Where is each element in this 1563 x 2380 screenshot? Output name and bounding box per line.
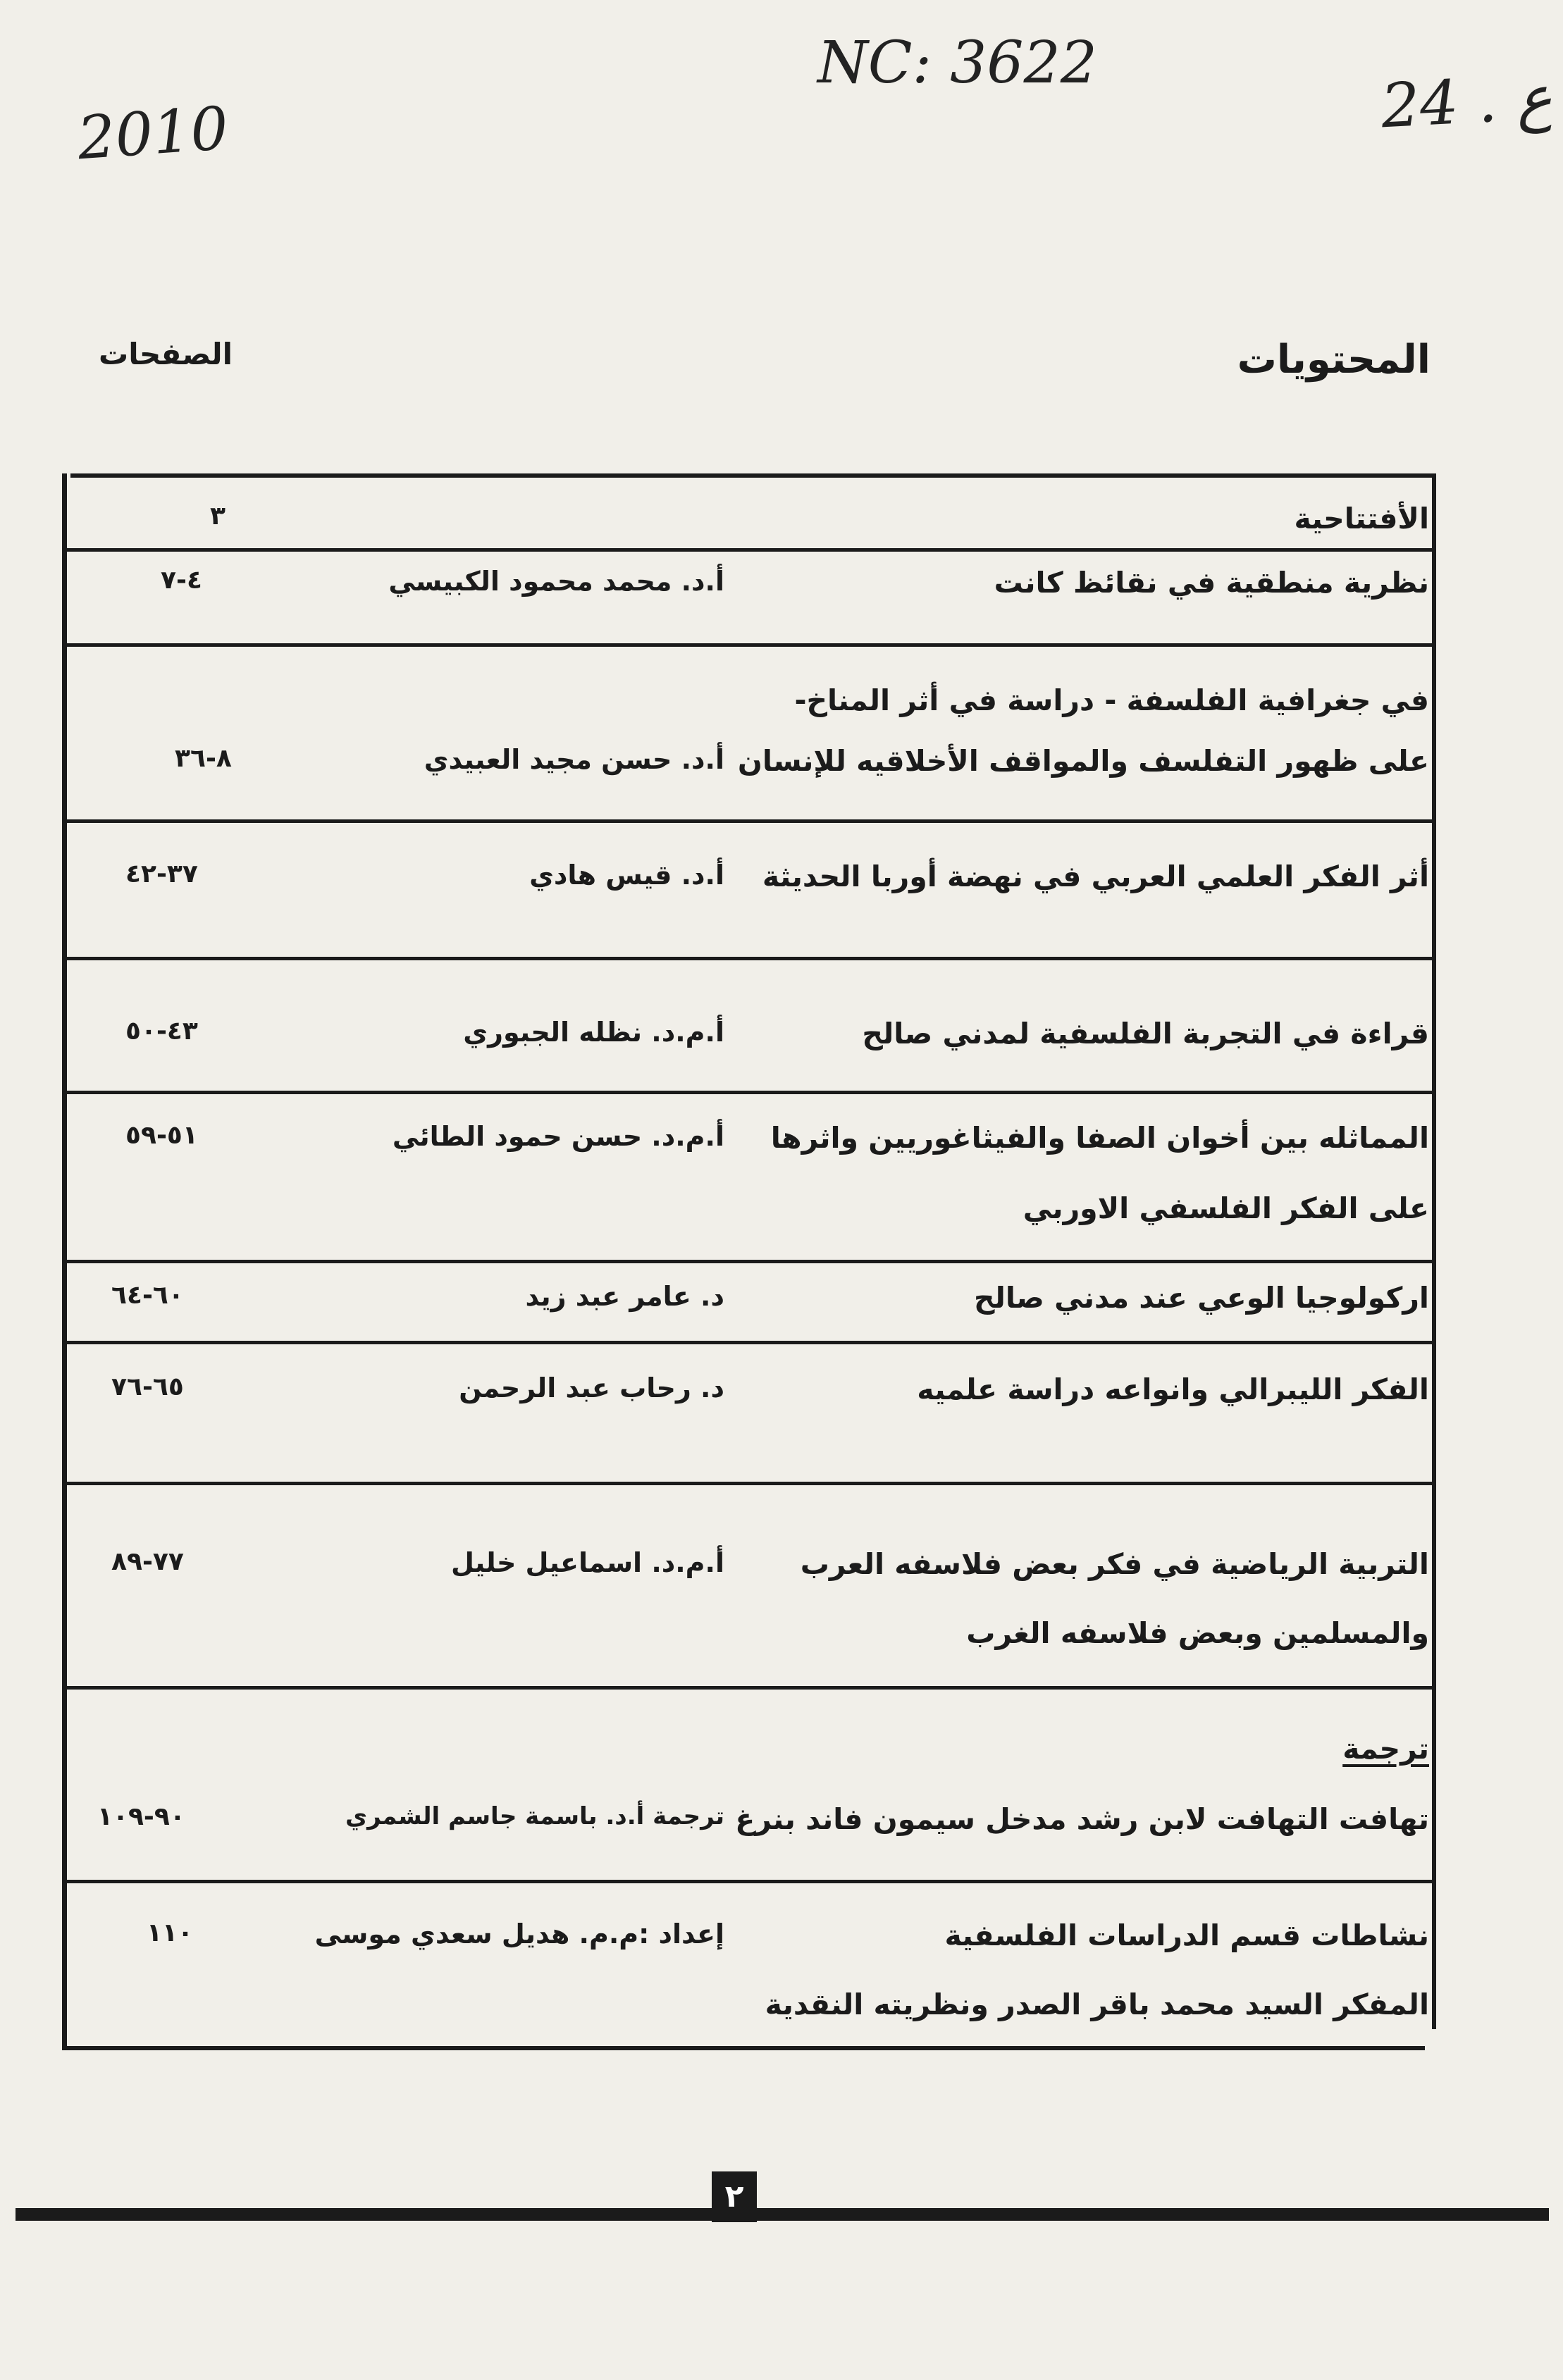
toc-line [62,1121,1436,1167]
toc-entry-kant [62,552,1436,647]
toc-entry-opening [62,478,1436,552]
toc-entry-translation [62,1690,1436,1883]
handwritten-shelf-mark: 24 . ع [1379,62,1555,142]
toc-line [62,1732,1436,1778]
entry-pages: ١١٠ [147,1919,193,1947]
entry-author: ترجمة أ.د. باسمة جاسم الشمري [345,1802,724,1830]
toc-line [62,1191,1436,1238]
toc-entry-ikhwan-al-safa [62,1094,1436,1263]
entry-author: د. رحاب عبد الرحمن [459,1372,724,1403]
entry-pages: ٤٣-٥٠ [125,1017,198,1046]
toc-line [62,1919,1436,1965]
entry-title: في جغرافية الفلسفة - دراسة في أثر المناخ- [794,683,1429,717]
entry-title-continued: والمسلمين وبعض فلاسفه الغرب [966,1616,1429,1650]
table-border-bottom [62,2046,1425,2050]
entry-title: الفكر الليبرالي وانواعه دراسة علميه [917,1372,1429,1406]
toc-entry-madani-saleh [62,960,1436,1094]
entry-pages: ٣ [210,502,226,531]
entry-title: المماثله بين أخوان الصفا والفيثاغوريين واثرها [770,1121,1429,1155]
entry-pages: ٥١-٥٩ [125,1121,198,1150]
entry-title: اركولوجيا الوعي عند مدني صالح [973,1281,1429,1315]
entry-title: نظرية منطقية في نقائظ كانت [994,566,1429,600]
entry-pages: ٩٠-١٠٩ [97,1802,185,1831]
entry-pages: ٧٧-٨٩ [111,1547,184,1576]
entry-author: أ.د. قيس هادي [529,860,724,891]
entry-author: أ.م.د. نظله الجبوري [463,1017,724,1048]
toc-line [62,860,1436,906]
entry-title: أثر الفكر العلمي العربي في نهضة أوربا الحديثة [762,860,1429,893]
toc-entry-geography [62,647,1436,823]
entry-pages: ٣٧-٤٢ [125,860,198,888]
entry-pages: ٤-٧ [161,566,202,595]
toc-entry-archaeology [62,1263,1436,1344]
entry-author: أ.م.د. اسماعيل خليل [451,1547,724,1578]
toc-line [62,566,1436,612]
entry-title-continued: المفكر السيد محمد باقر الصدر ونظريته النقدية [765,1988,1429,2021]
entry-title: التربية الرياضية في فكر بعض فلاسفه العرب [800,1547,1429,1581]
entry-title: قراءة في التجربة الفلسفية لمدني صالح [862,1017,1429,1050]
toc-entry-physical-education [62,1485,1436,1690]
entry-title: نشاطات قسم الدراسات الفلسفية [944,1919,1429,1952]
entry-title-continued: على ظهور التفلسف والمواقف الأخلاقيه للإنسان [737,744,1429,778]
page-number: ٢ [712,2171,757,2222]
entry-title-continued: على الفكر الفلسفي الاوربي [1023,1191,1429,1225]
toc-line [62,1281,1436,1327]
entry-title: تهافت التهافت لابن رشد مدخل سيمون فاند بنرغ [735,1802,1429,1836]
entry-title: الأفتتاحية [1294,502,1429,535]
toc-entry-arab-science [62,823,1436,960]
toc-line [62,683,1436,730]
toc-line [62,744,1436,791]
toc-line [62,502,1436,548]
entry-author: أ.د. محمد محمود الكبيسي [388,566,724,597]
entry-pages: ٦٠-٦٤ [111,1281,184,1310]
footer-rule [16,2208,1549,2221]
toc-line [62,1017,1436,1063]
handwritten-catalog-number: NC: 3622 [817,30,1097,97]
entry-author: أ.م.د. حسن حمود الطائي [392,1121,724,1152]
toc-entry-activities [62,1883,1436,2045]
toc-line [62,1802,1436,1849]
toc-line [62,1547,1436,1594]
translation-section-label: ترجمة [1342,1732,1429,1766]
entry-author: د. عامر عبد زيد [525,1281,724,1312]
toc-line [62,1988,1436,2034]
toc-line [62,1616,1436,1663]
toc-entry-liberalism [62,1344,1436,1485]
pages-heading: الصفحات [99,337,233,371]
handwritten-year: 2010 [75,93,230,173]
table-of-contents [62,473,1436,2050]
entry-author: إعداد :م.م. هديل سعدي موسى [314,1919,724,1950]
toc-line [62,1372,1436,1419]
entry-pages: ٦٥-٧٦ [111,1372,184,1401]
entry-author: أ.د. حسن مجيد العبيدي [424,744,724,775]
entry-pages: ٨-٣٦ [175,744,232,773]
contents-heading: المحتويات [1237,337,1431,383]
